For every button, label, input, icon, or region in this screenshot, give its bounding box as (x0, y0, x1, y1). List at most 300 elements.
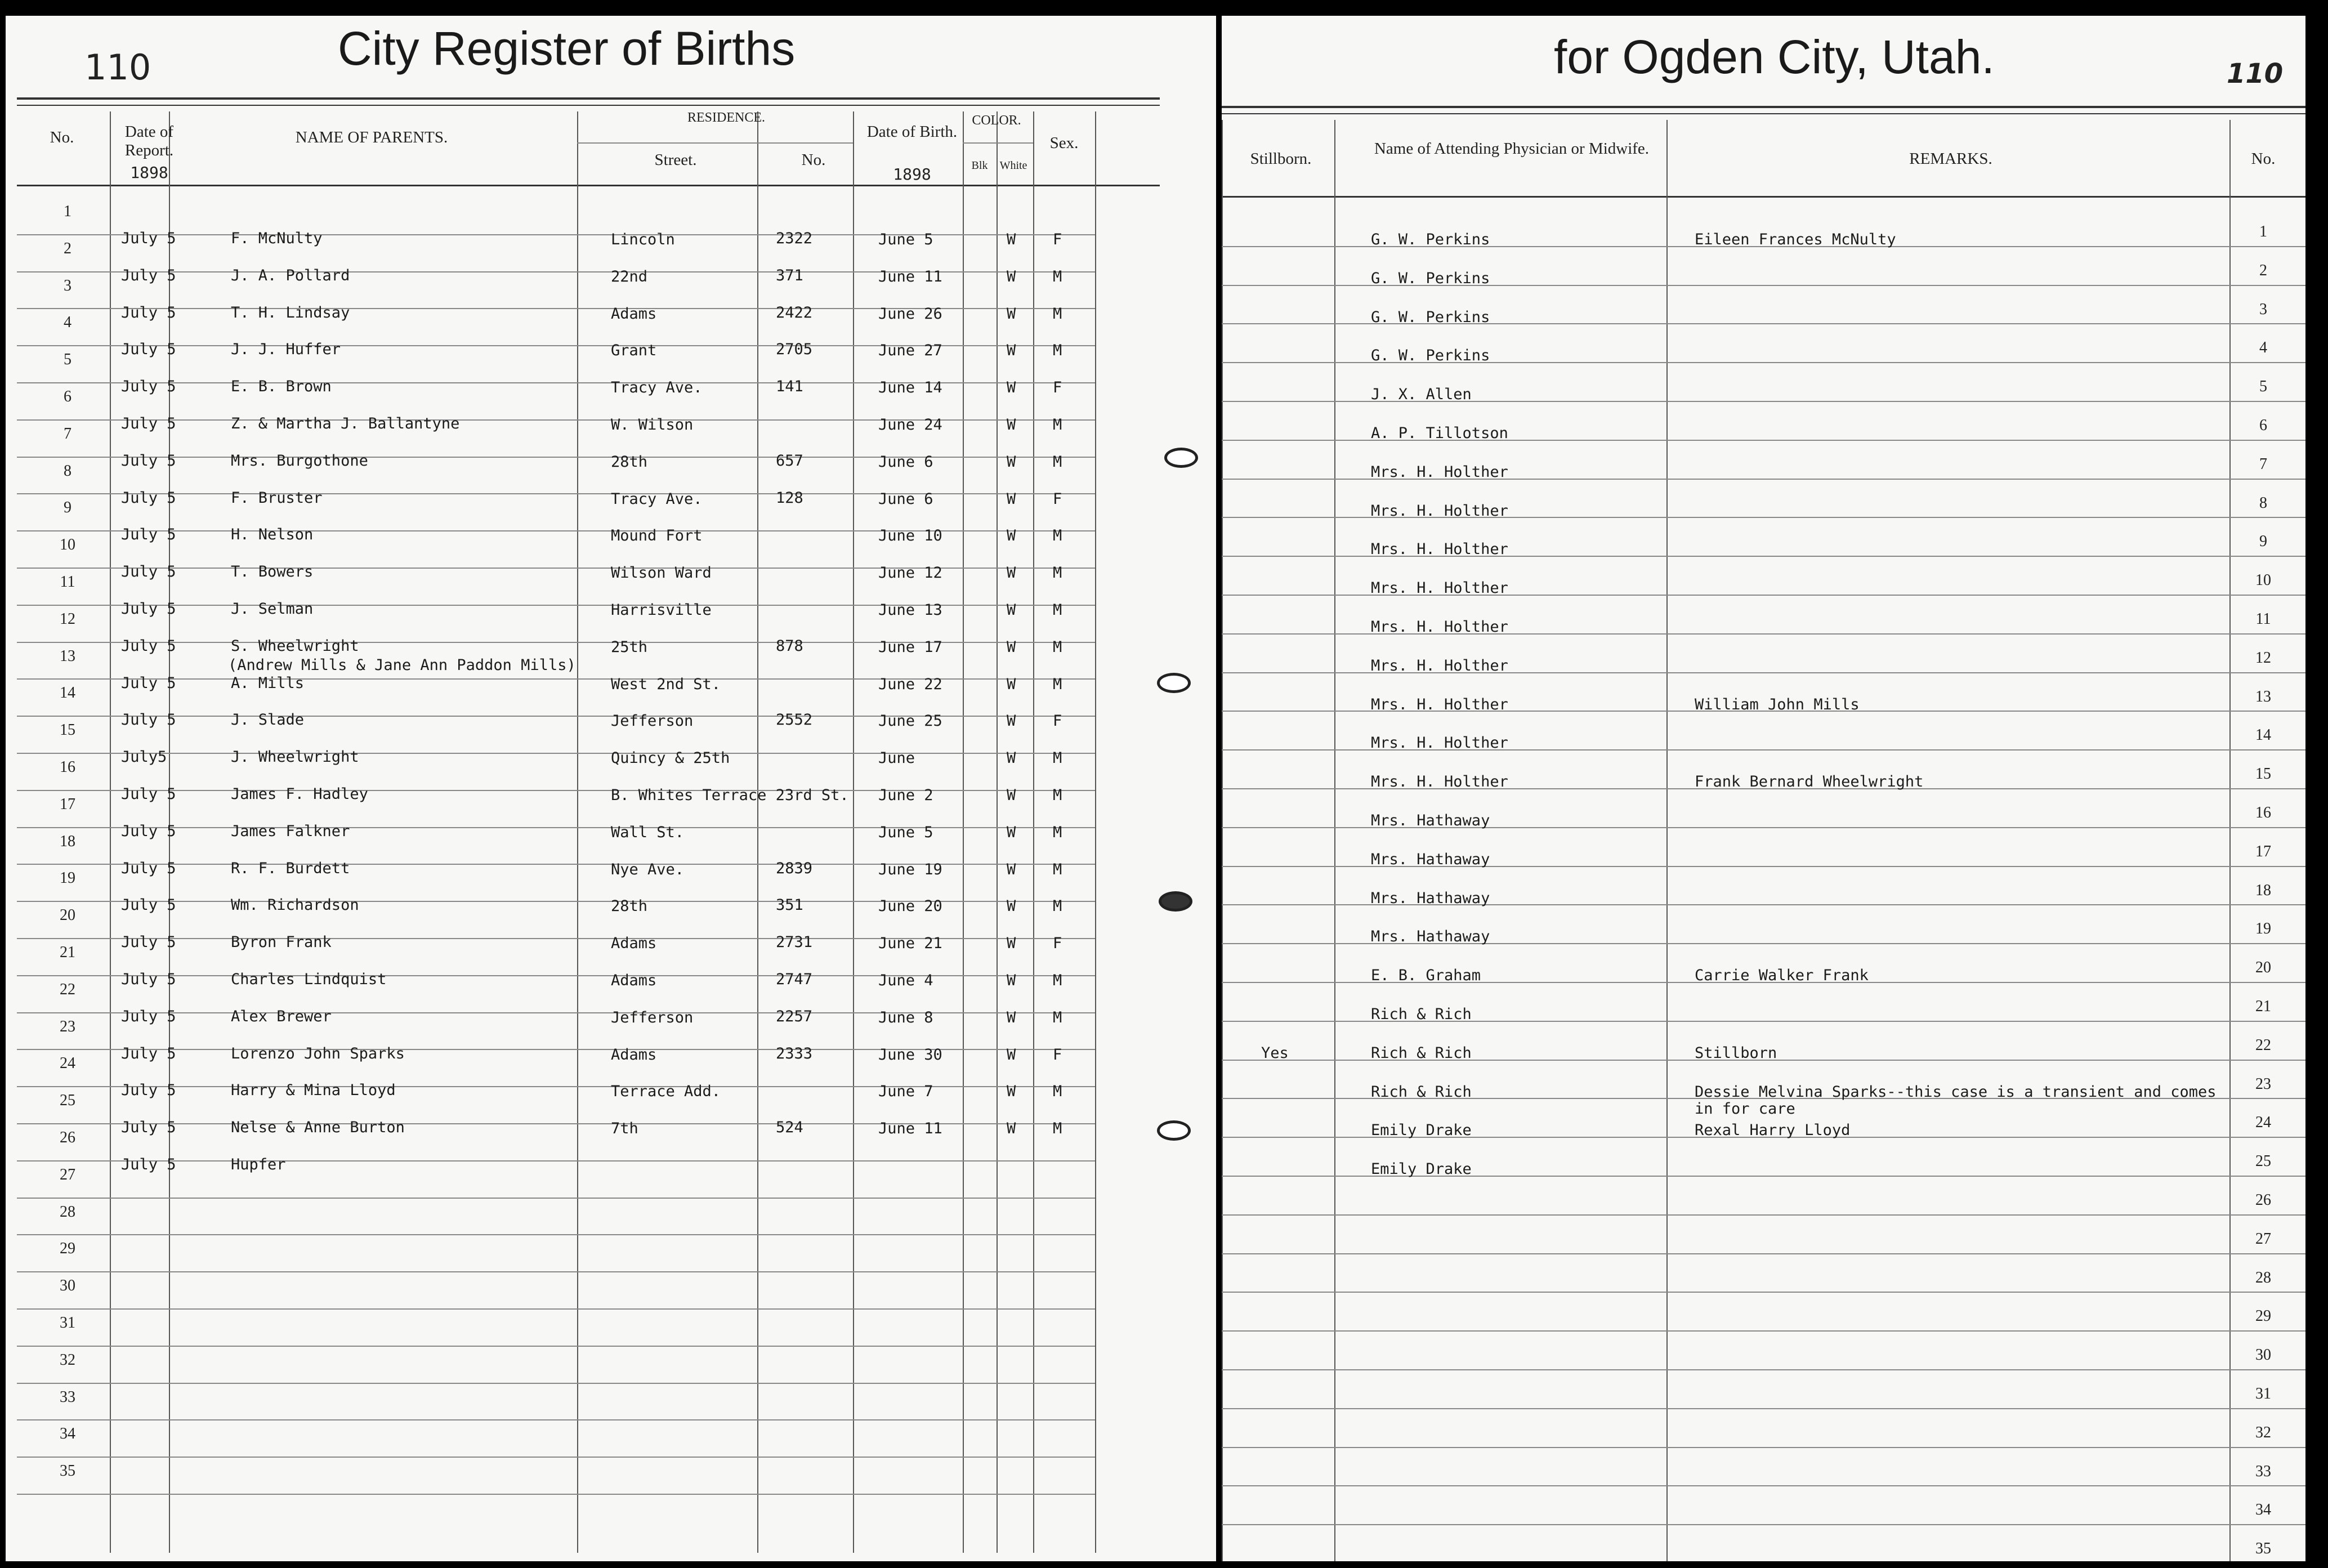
color-white: W (1007, 453, 1016, 471)
date-of-birth: June 11 (878, 267, 942, 285)
right-row-number: 31 (2255, 1385, 2271, 1402)
street: Nye Ave. (611, 860, 685, 878)
parents-name: J. J. Huffer (231, 341, 341, 359)
parents-name: Z. & Martha J. Ballantyne (231, 415, 460, 432)
date-of-birth: June 6 (878, 490, 933, 508)
date-of-report: July 5 (121, 896, 176, 914)
right-row-number: 21 (2255, 998, 2271, 1015)
right-row-number: 29 (2255, 1307, 2271, 1325)
row-line (17, 1457, 1095, 1458)
date-of-birth: June 12 (878, 564, 942, 582)
header-birth-year: 1898 (893, 165, 931, 184)
right-row-number: 3 (2259, 300, 2267, 318)
parents-name: H. Nelson (231, 526, 314, 544)
sex: M (1053, 1120, 1062, 1138)
right-page (1222, 16, 2305, 1561)
physician: A. P. Tillotson (1371, 425, 1508, 442)
physician: Mrs. H. Holther (1371, 695, 1508, 713)
right-row-number: 26 (2255, 1191, 2271, 1209)
date-of-report: July 5 (121, 563, 176, 581)
row-number: 16 (60, 758, 75, 776)
row-number: 18 (60, 832, 75, 850)
house-number: 878 (776, 637, 803, 655)
header-right-no: No. (2251, 150, 2276, 168)
row-line (17, 753, 1095, 754)
binder-hole (1157, 1120, 1191, 1141)
left-page (6, 16, 1216, 1561)
physician: Mrs. Hathaway (1371, 928, 1490, 946)
right-row-number: 23 (2255, 1075, 2271, 1093)
right-row-number: 32 (2255, 1423, 2271, 1441)
date-of-report: July 5 (121, 933, 176, 951)
row-line (17, 1419, 1095, 1420)
left-title: City Register of Births (338, 22, 796, 75)
physician: Mrs. Hathaway (1371, 889, 1490, 907)
sex: M (1053, 897, 1062, 915)
sex: F (1053, 231, 1062, 248)
header-remarks: REMARKS. (1909, 150, 1992, 168)
house-number: 2839 (776, 859, 813, 877)
row-number: 10 (60, 536, 75, 554)
street: West 2nd St. (611, 675, 721, 693)
row-line (1222, 1253, 2305, 1254)
row-number: 33 (60, 1388, 75, 1406)
residence-divider (577, 142, 853, 144)
row-line (17, 1494, 1095, 1495)
house-number: 351 (776, 896, 803, 914)
row-line (1222, 1447, 2305, 1448)
row-number: 14 (60, 684, 75, 702)
sex: M (1053, 638, 1062, 656)
row-number: 25 (60, 1092, 75, 1110)
physician: Emily Drake (1371, 1122, 1472, 1140)
row-number: 35 (60, 1462, 75, 1480)
color-white: W (1007, 527, 1016, 545)
street: Terrace Add. (611, 1083, 721, 1101)
physician: Mrs. H. Holther (1371, 734, 1508, 752)
right-row-number: 18 (2255, 881, 2271, 899)
sex: F (1053, 490, 1062, 508)
row-line (17, 1308, 1095, 1310)
right-row-number: 25 (2255, 1152, 2271, 1171)
right-row-number: 8 (2259, 494, 2267, 512)
sex: M (1053, 267, 1062, 285)
header-no: No. (50, 128, 74, 146)
street: Jefferson (611, 1008, 694, 1026)
column-divider (997, 111, 998, 1553)
parents-name: Charles Lindquist (231, 971, 387, 988)
house-number: 2705 (776, 341, 813, 359)
header-street: Street. (654, 151, 697, 169)
color-white: W (1007, 675, 1016, 693)
date-of-report: July5 (121, 748, 167, 766)
row-line (17, 1346, 1095, 1347)
date-of-report: July 5 (121, 711, 176, 729)
color-white: W (1007, 1120, 1016, 1138)
right-row-number: 20 (2255, 959, 2271, 977)
remarks-continued: in for care (1695, 1100, 1795, 1118)
date-of-report: July 5 (121, 1156, 176, 1173)
right-row-number: 22 (2255, 1036, 2271, 1054)
right-row-number: 11 (2255, 610, 2271, 628)
parents-name: R. F. Burdett (231, 859, 350, 877)
physician: G. W. Perkins (1371, 269, 1490, 287)
column-divider (1222, 120, 1223, 1561)
date-of-report: July 5 (121, 341, 176, 359)
street: 7th (611, 1120, 638, 1138)
physician: Emily Drake (1371, 1160, 1472, 1178)
date-of-birth: June 24 (878, 416, 942, 434)
street: Wilson Ward (611, 564, 712, 582)
row-number: 6 (64, 388, 72, 405)
physician: Mrs. H. Holther (1371, 502, 1508, 520)
street: B. Whites Terrace 23rd St. (611, 787, 849, 804)
date-of-report: July 5 (121, 489, 176, 507)
color-white: W (1007, 897, 1016, 915)
right-row-number: 1 (2259, 223, 2267, 240)
binder-hole (1164, 448, 1198, 468)
right-row-number: 12 (2255, 649, 2271, 667)
physician: Rich & Rich (1371, 1006, 1472, 1023)
parents-name: F. Bruster (231, 489, 323, 507)
right-row-number: 16 (2255, 804, 2271, 821)
house-number: 2552 (776, 711, 813, 729)
row-number: 7 (64, 425, 72, 443)
column-divider (1334, 120, 1335, 1561)
color-white: W (1007, 1008, 1016, 1026)
date-of-report: July 5 (121, 415, 176, 432)
physician: Mrs. H. Holther (1371, 773, 1508, 791)
date-of-report: July 5 (121, 1119, 176, 1137)
row-number: 26 (60, 1129, 75, 1146)
row-line (17, 827, 1095, 828)
row-line (17, 790, 1095, 791)
sex: M (1053, 749, 1062, 767)
row-line (17, 1086, 1095, 1087)
color-white: W (1007, 860, 1016, 878)
street: Tracy Ave. (611, 379, 703, 397)
sex: F (1053, 935, 1062, 953)
house-number: 2422 (776, 303, 813, 321)
color-white: W (1007, 601, 1016, 619)
sex: F (1053, 1046, 1062, 1064)
date-of-birth: June 26 (878, 305, 942, 323)
physician: G. W. Perkins (1371, 231, 1490, 248)
right-row-number: 5 (2259, 378, 2267, 396)
color-white: W (1007, 379, 1016, 397)
row-line (17, 1234, 1095, 1235)
date-of-birth: June 21 (878, 935, 942, 953)
row-line (17, 1198, 1095, 1199)
date-of-report: July 5 (121, 303, 176, 321)
date-of-birth: June 30 (878, 1046, 942, 1064)
column-divider (2229, 120, 2231, 1561)
physician: Rich & Rich (1371, 1083, 1472, 1101)
date-of-report: July 5 (121, 971, 176, 988)
row-number: 4 (64, 314, 72, 332)
sex: M (1053, 601, 1062, 619)
color-white: W (1007, 305, 1016, 323)
column-divider (1095, 111, 1096, 1553)
sex: M (1053, 453, 1062, 471)
row-line (17, 1160, 1095, 1162)
row-number: 21 (60, 944, 75, 961)
row-line (1222, 1214, 2305, 1216)
date-of-birth: June 14 (878, 379, 942, 397)
row-line (1222, 1485, 2305, 1486)
row-number: 23 (60, 1017, 75, 1035)
right-row-number: 28 (2255, 1268, 2271, 1286)
row-number: 3 (64, 276, 72, 294)
row-number: 31 (60, 1314, 75, 1332)
physician: Mrs. Hathaway (1371, 850, 1490, 868)
house-number: 2333 (776, 1044, 813, 1062)
sex: M (1053, 527, 1062, 545)
right-row-number: 27 (2255, 1230, 2271, 1248)
right-row-number: 10 (2255, 571, 2271, 589)
column-divider (963, 111, 964, 1553)
row-number: 34 (60, 1425, 75, 1443)
street: Wall St. (611, 823, 685, 841)
header-physician: Name of Attending Physician or Midwife. (1374, 140, 1650, 158)
physician: J. X. Allen (1371, 386, 1472, 404)
row-number: 17 (60, 795, 75, 813)
sex: M (1053, 342, 1062, 360)
row-number: 13 (60, 647, 75, 665)
date-of-report: July 5 (121, 785, 176, 803)
physician: Rich & Rich (1371, 1044, 1472, 1062)
sex: M (1053, 416, 1062, 434)
street: Grant (611, 342, 657, 360)
row-number: 29 (60, 1240, 75, 1258)
remarks: Stillborn (1695, 1044, 1777, 1062)
column-divider (1666, 120, 1668, 1561)
row-line (1222, 1292, 2305, 1293)
street: Tracy Ave. (611, 490, 703, 508)
parents-name: T. H. Lindsay (231, 303, 350, 321)
header-report-year: 1898 (130, 163, 168, 182)
parents-name: Harry & Mina Lloyd (231, 1082, 396, 1100)
physician: E. B. Graham (1371, 967, 1481, 985)
header-blk: Blk (971, 159, 988, 172)
street: Quincy & 25th (611, 749, 730, 767)
row-number: 30 (60, 1277, 75, 1295)
street: Adams (611, 972, 657, 989)
parents-name: Lorenzo John Sparks (231, 1044, 405, 1062)
date-of-report: July 5 (121, 637, 176, 655)
parents-name: T. Bowers (231, 563, 314, 581)
parents-note: (Andrew Mills & Jane Ann Paddon Mills) (228, 656, 576, 674)
row-number: 9 (64, 499, 72, 517)
sex: M (1053, 1008, 1062, 1026)
binder-hole (1157, 673, 1191, 693)
row-number: 32 (60, 1351, 75, 1369)
color-divider (963, 142, 1033, 144)
house-number: 657 (776, 452, 803, 470)
right-row-number: 9 (2259, 533, 2267, 551)
date-of-birth: June 25 (878, 712, 942, 730)
color-white: W (1007, 267, 1016, 285)
street: Harrisville (611, 601, 712, 619)
date-of-birth: June 2 (878, 787, 933, 804)
street: Mound Fort (611, 527, 703, 545)
sex: M (1053, 675, 1062, 693)
date-of-report: July 5 (121, 822, 176, 840)
date-of-birth: June 27 (878, 342, 942, 360)
row-number: 15 (60, 721, 75, 739)
date-of-report: July 5 (121, 266, 176, 284)
parents-name: Mrs. Burgothone (231, 452, 368, 470)
parents-name: F. McNulty (231, 230, 323, 247)
physician: Mrs. H. Holther (1371, 579, 1508, 597)
date-of-birth: June 17 (878, 638, 942, 656)
sex: M (1053, 305, 1062, 323)
street: Jefferson (611, 712, 694, 730)
date-of-report: July 5 (121, 526, 176, 544)
parents-name: A. Mills (231, 674, 305, 692)
parents-name: S. Wheelwright (231, 637, 359, 655)
parents-name: J. Slade (231, 711, 305, 729)
color-white: W (1007, 342, 1016, 360)
color-white: W (1007, 638, 1016, 656)
date-of-birth: June 4 (878, 972, 933, 989)
row-number: 27 (60, 1165, 75, 1183)
header-name-of-parents: NAME OF PARENTS. (295, 128, 448, 146)
house-number: 141 (776, 378, 803, 396)
parents-name: Hupfer (231, 1156, 286, 1173)
date-of-birth: June 8 (878, 1008, 933, 1026)
parents-name: Nelse & Anne Burton (231, 1119, 405, 1137)
color-white: W (1007, 416, 1016, 434)
row-line (1222, 1524, 2305, 1525)
column-divider (853, 111, 854, 1553)
street: 28th (611, 897, 648, 915)
sex: F (1053, 379, 1062, 397)
street: W. Wilson (611, 416, 694, 434)
row-line (17, 493, 1095, 494)
parents-name: Alex Brewer (231, 1007, 332, 1025)
date-of-birth: June 20 (878, 897, 942, 915)
right-title: for Ogden City, Utah. (1554, 30, 1995, 83)
date-of-report: July 5 (121, 674, 176, 692)
sex: M (1053, 787, 1062, 804)
row-number: 19 (60, 869, 75, 887)
right-row-number: 30 (2255, 1346, 2271, 1364)
row-line (17, 1383, 1095, 1384)
right-row-number: 24 (2255, 1114, 2271, 1132)
street: 28th (611, 453, 648, 471)
parents-name: E. B. Brown (231, 378, 332, 396)
right-row-number: 19 (2255, 920, 2271, 938)
row-line (17, 1012, 1095, 1013)
row-number: 12 (60, 610, 75, 628)
color-white: W (1007, 787, 1016, 804)
remarks: William John Mills (1695, 695, 1860, 713)
street: Adams (611, 1046, 657, 1064)
color-white: W (1007, 1046, 1016, 1064)
parents-name: J. Wheelwright (231, 748, 359, 766)
color-white: W (1007, 564, 1016, 582)
color-white: W (1007, 231, 1016, 248)
row-number: 8 (64, 462, 72, 480)
physician: Mrs. Hathaway (1371, 812, 1490, 829)
parents-name: Wm. Richardson (231, 896, 359, 914)
date-of-birth: June 11 (878, 1120, 942, 1138)
column-divider (757, 111, 758, 1553)
row-line (17, 1271, 1095, 1272)
date-of-birth: June 19 (878, 860, 942, 878)
date-of-birth: June (878, 749, 915, 767)
date-of-birth: June 6 (878, 453, 933, 471)
sex: M (1053, 860, 1062, 878)
house-number: 524 (776, 1119, 803, 1137)
header-sex: Sex. (1049, 134, 1079, 152)
row-number: 5 (64, 351, 72, 369)
house-number: 2747 (776, 971, 813, 988)
physician: Mrs. H. Holther (1371, 618, 1508, 636)
sex: M (1053, 972, 1062, 989)
house-number: 371 (776, 266, 803, 284)
house-number: 2322 (776, 230, 813, 247)
color-white: W (1007, 1083, 1016, 1101)
parents-name: Byron Frank (231, 933, 332, 951)
row-number: 22 (60, 980, 75, 998)
right-row-number: 6 (2259, 417, 2267, 434)
row-number: 1 (64, 203, 72, 220)
parents-name: James F. Hadley (231, 785, 368, 803)
right-row-number: 15 (2255, 765, 2271, 783)
header-color: COLOR. (972, 113, 1021, 128)
right-row-number: 4 (2259, 339, 2267, 357)
right-row-number: 7 (2259, 455, 2267, 473)
physician: G. W. Perkins (1371, 308, 1490, 326)
header-date-of-report: Date of Report. (124, 123, 174, 159)
row-line (1222, 1369, 2305, 1370)
right-page-number: 110 (2227, 58, 2284, 90)
row-number: 24 (60, 1055, 75, 1073)
house-number: 128 (776, 489, 803, 507)
date-of-report: July 5 (121, 859, 176, 877)
row-number: 2 (64, 239, 72, 257)
header-residence: RESIDENCE. (687, 110, 765, 125)
remarks: Rexal Harry Lloyd (1695, 1122, 1851, 1140)
street: Adams (611, 935, 657, 953)
column-divider (110, 111, 111, 1553)
date-of-report: July 5 (121, 230, 176, 247)
date-of-birth: June 13 (878, 601, 942, 619)
street: Adams (611, 305, 657, 323)
right-row-number: 17 (2255, 842, 2271, 860)
header-white: White (999, 159, 1027, 172)
left-page-number: 110 (84, 47, 151, 88)
right-row-number: 33 (2255, 1462, 2271, 1480)
date-of-birth: June 10 (878, 527, 942, 545)
remarks: Dessie Melvina Sparks--this case is a transient and comes (1695, 1083, 2217, 1101)
physician: Mrs. H. Holther (1371, 656, 1508, 674)
right-row-number: 35 (2255, 1540, 2271, 1558)
house-number: 2731 (776, 933, 813, 951)
row-line (1222, 1408, 2305, 1409)
right-row-number: 34 (2255, 1501, 2271, 1519)
row-line (17, 975, 1095, 976)
remarks: Frank Bernard Wheelwright (1695, 773, 1924, 791)
row-number: 20 (60, 906, 75, 924)
date-of-birth: June 22 (878, 675, 942, 693)
binder-hole (1159, 891, 1192, 912)
remarks: Carrie Walker Frank (1695, 967, 1869, 985)
header-number: No. (801, 151, 826, 169)
date-of-report: July 5 (121, 452, 176, 470)
